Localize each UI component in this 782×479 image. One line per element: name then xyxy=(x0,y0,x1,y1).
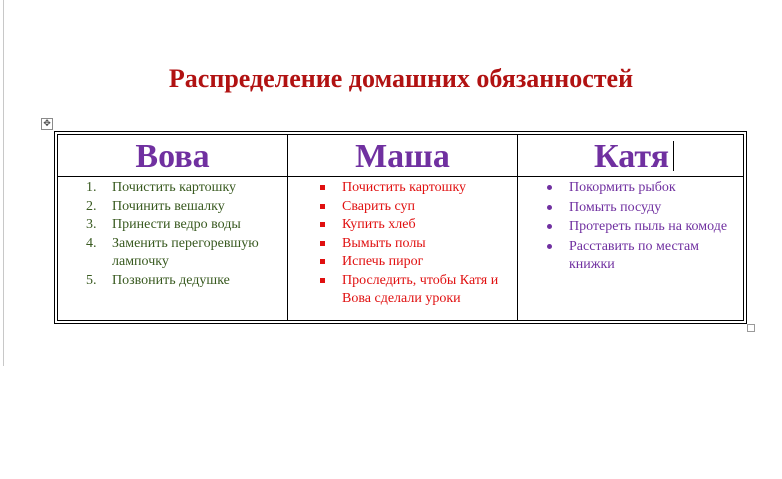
list-item xyxy=(288,179,517,198)
duty-text: Помыть посуду xyxy=(569,199,662,215)
list-item xyxy=(288,216,517,235)
text-cursor xyxy=(673,141,674,171)
list-number: 4. xyxy=(86,235,97,251)
vova-duties-cell[interactable] xyxy=(58,179,287,290)
duty-text: Проследить, чтобы Катя и Вова сделали уроки xyxy=(342,272,499,306)
duty-text: Расставить по местам книжки xyxy=(569,238,700,272)
round-bullet-icon xyxy=(547,205,552,210)
table-inner-border xyxy=(57,134,744,321)
column-header-masha[interactable]: Маша xyxy=(355,138,450,175)
katya-duties-cell[interactable] xyxy=(518,179,745,276)
document-title: Распределение домашних обязанностей xyxy=(168,64,634,93)
list-number: 1. xyxy=(86,180,97,195)
square-bullet-icon xyxy=(320,241,325,246)
list-item xyxy=(518,199,745,218)
duty-text: Почистить картошку xyxy=(342,180,467,195)
list-item xyxy=(58,179,287,198)
duty-text: Починить вешалку xyxy=(112,198,225,214)
square-bullet-icon xyxy=(320,204,325,209)
list-item xyxy=(518,179,745,198)
column-header-vova[interactable]: Вова xyxy=(135,138,210,175)
list-item xyxy=(518,218,745,237)
list-item xyxy=(58,235,287,272)
square-bullet-icon xyxy=(320,278,325,283)
move-arrows-icon[interactable]: ✥ xyxy=(41,118,53,130)
square-bullet-icon xyxy=(320,259,325,264)
round-bullet-icon xyxy=(547,185,552,190)
duties-table xyxy=(54,131,747,324)
list-number: 2. xyxy=(86,198,97,214)
list-item xyxy=(58,216,287,235)
list-item xyxy=(288,235,517,254)
list-item xyxy=(288,253,517,272)
list-item xyxy=(288,198,517,217)
duty-text: Вымыть полы xyxy=(342,235,426,251)
duty-text: Испечь пирог xyxy=(342,254,424,269)
header-divider xyxy=(58,176,743,177)
round-bullet-icon xyxy=(547,244,552,249)
list-number: 3. xyxy=(86,217,97,232)
resize-square-icon[interactable] xyxy=(747,324,755,332)
duty-text: Позвонить дедушке xyxy=(112,272,230,288)
square-bullet-icon xyxy=(320,185,325,190)
duty-text: Протереть пыль на комоде xyxy=(569,219,728,234)
masha-duties-cell[interactable] xyxy=(288,179,517,309)
duty-text: Принести ведро воды xyxy=(112,217,241,232)
duty-text: Сварить суп xyxy=(342,198,415,214)
page-margin-line xyxy=(3,0,4,366)
duty-text: Покормить рыбок xyxy=(569,180,676,195)
list-item xyxy=(288,272,517,309)
duty-text: Почистить картошку xyxy=(112,180,237,195)
round-bullet-icon xyxy=(547,224,552,229)
column-header-katya[interactable]: Катя xyxy=(594,138,669,175)
list-number: 5. xyxy=(86,272,97,288)
duty-text: Заменить перегоревшую лампочку xyxy=(112,235,259,269)
list-item xyxy=(518,238,745,275)
duty-text: Купить хлеб xyxy=(342,217,416,232)
square-bullet-icon xyxy=(320,222,325,227)
list-item xyxy=(58,198,287,217)
list-item xyxy=(58,272,287,291)
